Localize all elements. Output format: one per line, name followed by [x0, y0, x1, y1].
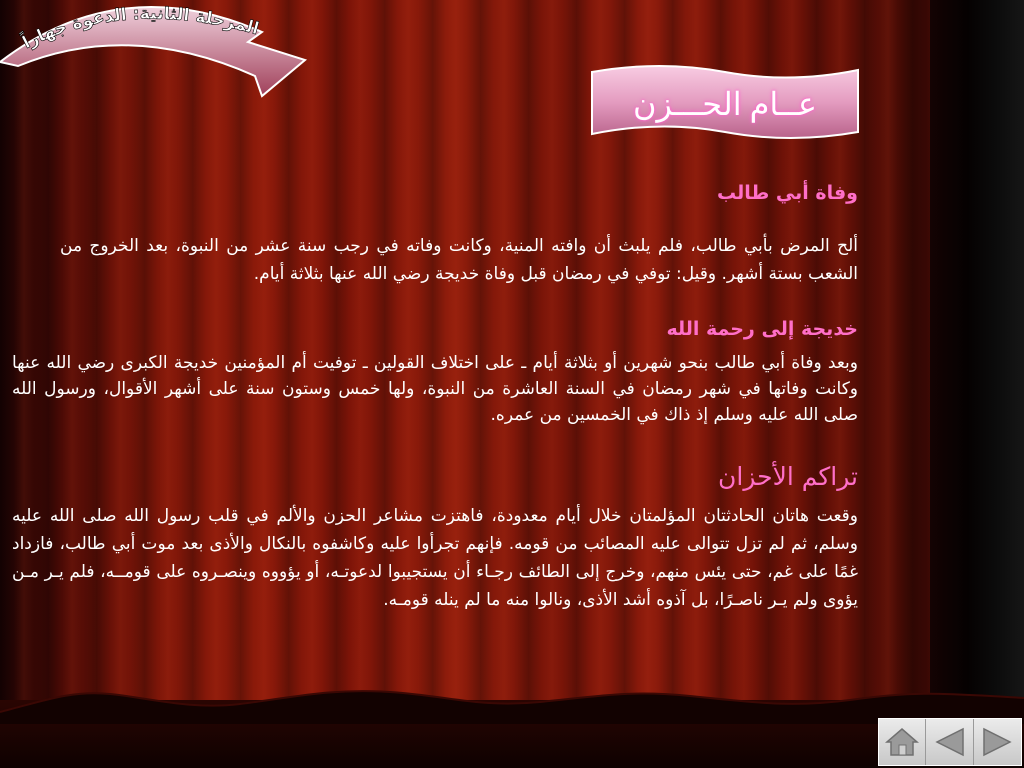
next-triangle-icon — [980, 726, 1014, 758]
section-heading-sorrows: تراكم الأحزان — [718, 462, 858, 491]
stage-right-dark-curtain — [930, 0, 1024, 768]
curtain-hem — [0, 684, 1024, 724]
curved-arrow-banner — [0, 0, 310, 100]
next-slide-button[interactable] — [974, 719, 1021, 765]
section-heading-khadija: خديجة إلى رحمة الله — [666, 318, 858, 340]
previous-triangle-icon — [933, 726, 967, 758]
home-button[interactable] — [879, 719, 926, 765]
section-heading-abu-talib: وفاة أبي طالب — [717, 182, 858, 204]
section-body-abu-talib: ألح المرض بأبي طالب، فلم يلبث أن وافته المنية، وكانت وفاته في رجب سنة عشر من النبوة، بعد الخروج من الشعب بستة أشهر. وقيل: توفي في رمضان قبل وفاة خديجة رضي الله عنها بثلاثة أيام. — [60, 236, 858, 284]
previous-slide-button[interactable] — [926, 719, 973, 765]
home-icon — [884, 726, 920, 758]
section-body-khadija: وبعد وفاة أبي طالب بنحو شهرين أو بثلاثة أيام ـ على اختلاف القولين ـ توفيت أم المؤمنين خديجة الكبرى رضي الله عنها وكانت وفاتها في شهر رمضان في السنة العاشرة من النبوة، ولها خمس وستون سنة على أشهر الأقوال، ورسول الله صلى الله عليه وسلم إذ ذاك في الخمسين من عمره. — [12, 353, 858, 425]
banner-text: المرحلة الثانية: الدعوة جهاراً — [19, 3, 262, 54]
slide-title: عــام الحـــزن — [633, 86, 817, 122]
slide-navigation — [878, 718, 1022, 766]
section-body-sorrows: وقعت هاتان الحادثتان المؤلمتان خلال أيام معدودة، فاهتزت مشاعر الحزن والألم في قلب رسول الله صلى الله عليه وسلم، ثم لم تزل تتوالى عليه المصائب من قومه. فإنهم تجرأوا عليه وكاشفوه بالنكال والأذى بعد موت أبي طالب، فازداد غمًا على غم، حتى يئس منهم، وخرج إلى الطائف رجـاء أن يستجيبوا لدعوتـه، أو يؤووه وينصـروه على قومــه، فلم يـر مـن يؤوى ولم يـر ناصـرًا، بل آذوه أشد الأذى، ونالوا منه ما لم ينله قومـه. — [12, 506, 858, 610]
